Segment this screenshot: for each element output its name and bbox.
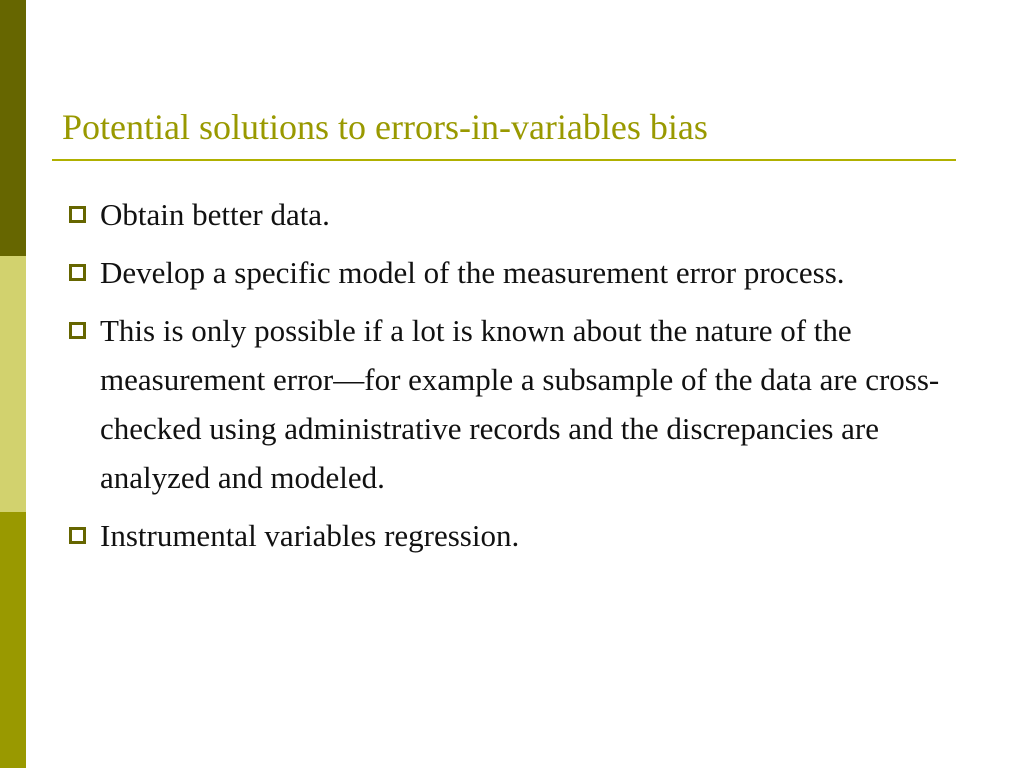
title-underline — [52, 159, 956, 161]
side-bar-light-segment — [0, 256, 26, 512]
bullet-item — [66, 511, 966, 560]
bullet-item — [66, 306, 966, 502]
bullet-item — [66, 190, 966, 239]
square-bullet-icon — [69, 206, 86, 223]
side-bar-dark-segment — [0, 0, 26, 256]
square-bullet-icon — [69, 527, 86, 544]
bullet-item — [66, 248, 966, 297]
side-bar-mid-segment — [0, 512, 26, 768]
bullet-text: Instrumental variables regression. — [100, 518, 520, 553]
slide-title: Potential solutions to errors-in-variables bias — [62, 107, 708, 147]
side-accent-bar — [0, 0, 26, 768]
bullet-list — [66, 190, 966, 569]
square-bullet-icon — [69, 264, 86, 281]
bullet-text: This is only possible if a lot is known about the nature of the measurement error—for example a subsample of the data are cross-checked using administrative records and the discrepancies are analyzed and modeled. — [100, 313, 940, 495]
bullet-text: Develop a specific model of the measurement error process. — [100, 255, 845, 290]
square-bullet-icon — [69, 322, 86, 339]
bullet-text: Obtain better data. — [100, 197, 330, 232]
